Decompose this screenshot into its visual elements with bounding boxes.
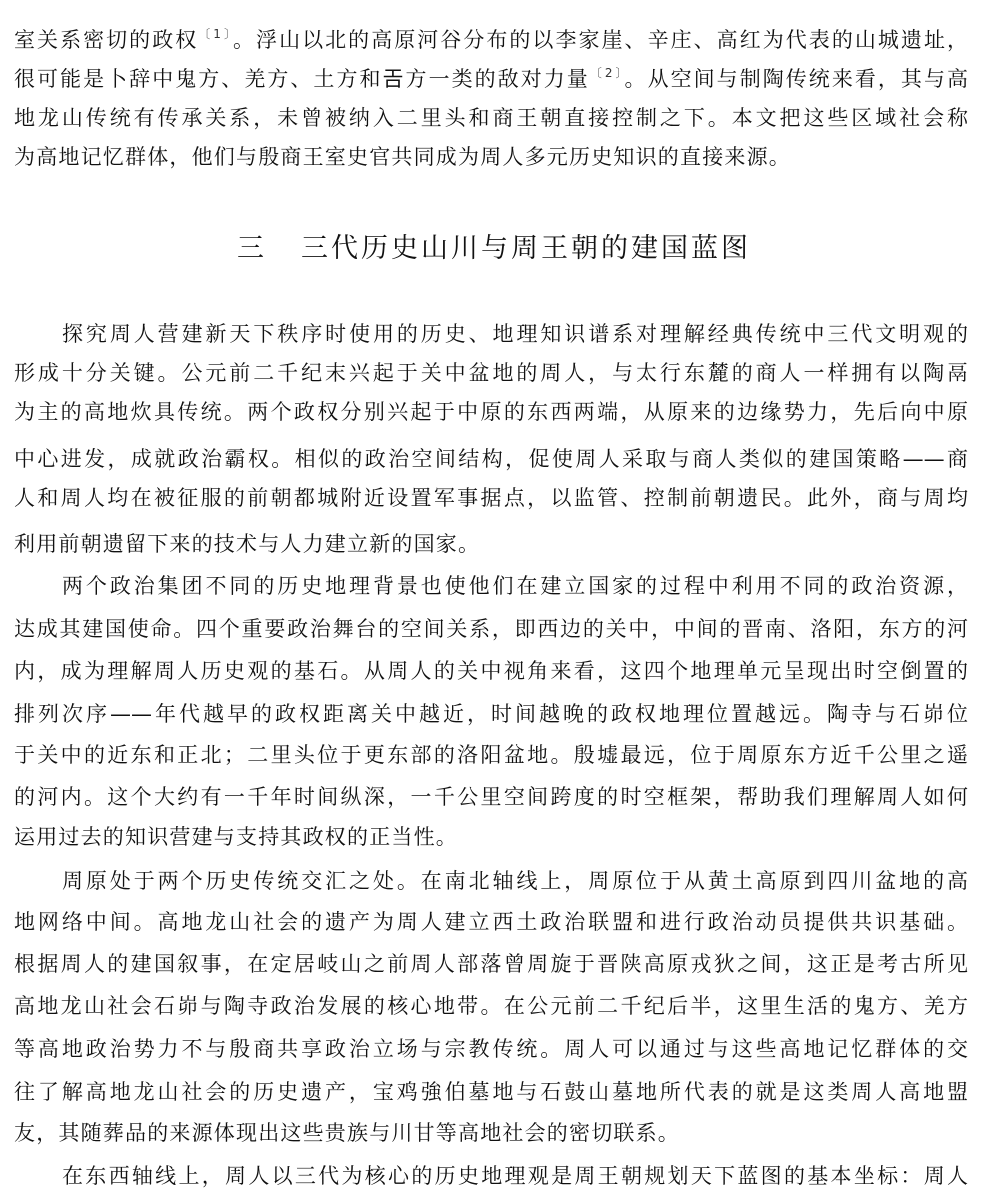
text-line: 内，成为理解周人历史观的基石。从周人的关中视角来看，这四个地理单元呈现出时空倒置的	[14, 659, 968, 683]
text-line: 两个政治集团不同的历史地理背景也使他们在建立国家的过程中利用不同的政治资源，	[62, 574, 968, 598]
text-line: 地网络中间。高地龙山社会的遗产为周人建立西土政治联盟和进行政治动员提供共识基础。	[14, 910, 968, 934]
text-line: 根据周人的建国叙事，在定居岐山之前周人部落曾周旋于晋陕高原戎狄之间，这正是考古所见	[14, 952, 968, 976]
text-line: 利用前朝遗留下来的技术与人力建立新的国家。	[14, 532, 481, 556]
text-line: 达成其建国使命。四个重要政治舞台的空间关系，即西边的关中，中间的晋南、洛阳，东方的河	[14, 617, 968, 641]
text-line: 地龙山传统有传承关系，未曾被纳入二里头和商王朝直接控制之下。本文把这些区域社会称	[14, 106, 968, 130]
footnote-marker[interactable]: 〔1〕	[198, 27, 233, 41]
text-line: 在东西轴线上，周人以三代为核心的历史地理观是周王朝规划天下蓝图的基本坐标：周人	[62, 1164, 968, 1188]
text-line: 排列次序——年代越早的政权距离关中越近，时间越晚的政权地理位置越远。陶寺与石峁位	[14, 702, 968, 726]
text-line: 高地龙山社会石峁与陶寺政治发展的核心地带。在公元前二千纪后半，这里生活的鬼方、羌方	[14, 994, 968, 1018]
text-span: 室关系密切的政权	[14, 28, 199, 52]
text-line	[14, 60, 968, 98]
text-line	[14, 21, 968, 59]
text-span: 。从空间与制陶传统来看，其与高	[624, 67, 968, 91]
section-title: 三代历史山川与周王朝的建国蓝图	[301, 233, 751, 264]
text-line: 中心进发，成就政治霸权。相似的政治空间结构，促使周人采取与商人类似的建国策略——商	[14, 447, 968, 471]
text-line: 为高地记忆群体，他们与殷商王室史官共同成为周人多元历史知识的直接来源。	[14, 145, 791, 169]
footnote-marker[interactable]: 〔2〕	[589, 66, 625, 80]
text-line: 运用过去的知识营建与支持其政权的正当性。	[14, 825, 458, 849]
text-line: 友，其随葬品的来源体现出这些贵族与川甘等高地社会的密切联系。	[14, 1121, 680, 1145]
text-line: 等高地政治势力不与殷商共享政治立场与宗教传统。周人可以通过与这些高地记忆群体的交	[14, 1037, 968, 1061]
text-line: 探究周人营建新天下秩序时使用的历史、地理知识谱系对理解经典传统中三代文明观的	[62, 322, 968, 346]
text-span: 。浮山以北的高原河谷分布的以李家崖、辛庄、高红为代表的山城遗址，	[233, 28, 969, 52]
text-line: 周原处于两个历史传统交汇之处。在南北轴线上，周原位于从黄土高原到四川盆地的高	[62, 869, 968, 893]
text-line: 形成十分关键。公元前二千纪末兴起于关中盆地的周人，与太行东麓的商人一样拥有以陶鬲	[14, 361, 968, 385]
text-line: 往了解高地龙山社会的历史遗产，宝鸡強伯墓地与石鼓山墓地所代表的就是这类周人高地盟	[14, 1080, 968, 1104]
text-span: 很可能是卜辞中鬼方、羌方、土方和𢀛方一类的敌对力量	[14, 67, 590, 91]
section-heading	[14, 229, 974, 269]
text-line: 于关中的近东和正北；二里头位于更东部的洛阳盆地。殷墟最远，位于周原东方近千公里之遥	[14, 743, 968, 767]
section-number: 三	[237, 233, 267, 264]
text-line: 为主的高地炊具传统。两个政权分别兴起于中原的东西两端，从原来的边缘势力，先后向中原	[14, 400, 968, 424]
text-line: 的河内。这个大约有一千年时间纵深，一千公里空间跨度的时空框架，帮助我们理解周人如何	[14, 785, 968, 809]
text-line: 人和周人均在被征服的前朝都城附近设置军事据点，以监管、控制前朝遗民。此外，商与周均	[14, 486, 968, 510]
